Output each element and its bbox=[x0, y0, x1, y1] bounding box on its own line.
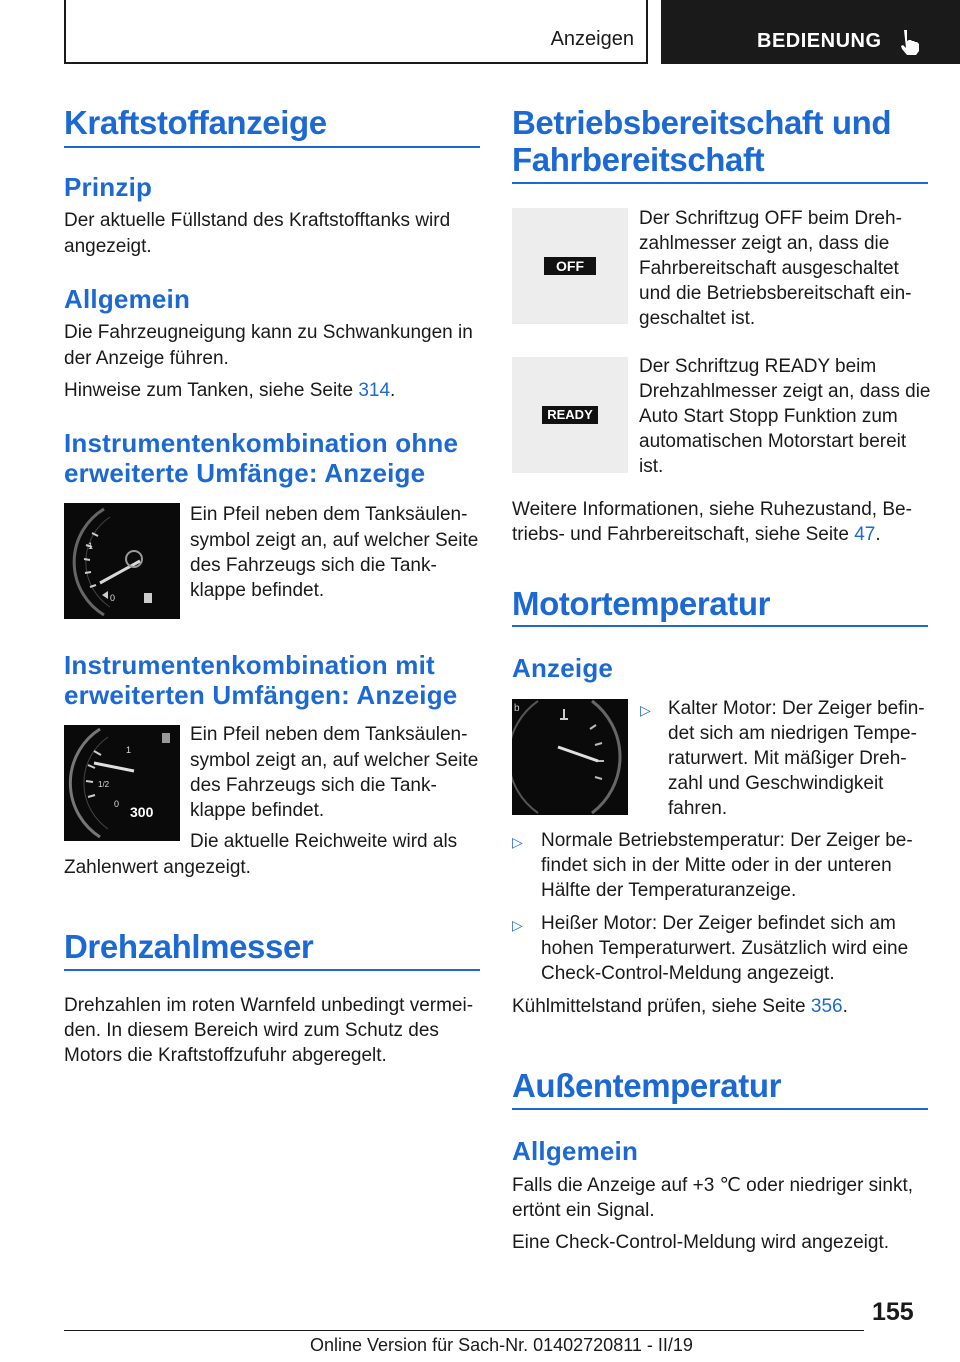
bullet-triangle: ▷ bbox=[640, 702, 651, 718]
ik-ohne-text-line: Ein Pfeil neben dem Tanksäulen- bbox=[190, 504, 468, 525]
hinweis-text bbox=[64, 378, 395, 403]
ik-mit-heading-line: Instrumentenkombination mit bbox=[64, 650, 435, 680]
ready-text-line: Auto Start Stopp Funktion zum bbox=[639, 406, 898, 427]
reichweite-text-line: Die aktuelle Reichweite wird als bbox=[190, 831, 458, 852]
heading-rule bbox=[512, 625, 928, 627]
ik-ohne-text-line: klappe befindet. bbox=[190, 580, 325, 601]
allgemein-text-line: der Anzeige führen. bbox=[64, 348, 229, 369]
outside-text-line: ertönt ein Signal. bbox=[512, 1200, 655, 1221]
bullet-triangle: ▷ bbox=[512, 917, 523, 933]
rpm-text-line: den. In diesem Bereich wird zum Schutz des bbox=[64, 1020, 439, 1041]
off-text-line: Der Schriftzug OFF beim Dreh- bbox=[639, 208, 902, 229]
rpm-text-line: Motors die Kraftstoffzufuhr abgeregelt. bbox=[64, 1045, 387, 1066]
allgemein-text-line: Die Fahrzeugneigung kann zu Schwankungen in bbox=[64, 322, 473, 343]
outside-text-line: Eine Check-Control-Meldung wird angezeigt. bbox=[512, 1232, 890, 1253]
off-text-line: zahlmesser zeigt an, dass die bbox=[639, 233, 890, 254]
bullet-normal-line: Normale Betriebstemperatur: Der Zeiger be- bbox=[541, 830, 913, 851]
rpm-heading: Drehzahlmesser bbox=[64, 928, 314, 965]
ready-indicator-image bbox=[512, 357, 628, 473]
heading-rule bbox=[64, 146, 480, 148]
ik-ohne-text-line: symbol zeigt an, auf welcher Seite bbox=[190, 530, 479, 551]
ready-text-line: Der Schriftzug READY beim bbox=[639, 356, 877, 377]
heading-rule bbox=[512, 182, 928, 184]
off-indicator-image bbox=[512, 208, 628, 324]
bullet-cold-line: det sich am niedrigen Tempe- bbox=[668, 723, 917, 744]
off-text-line: geschaltet ist. bbox=[639, 308, 756, 329]
prinzip-heading: Prinzip bbox=[64, 172, 153, 202]
heading-rule bbox=[512, 1108, 928, 1110]
bullet-cold-line: fahren. bbox=[668, 798, 728, 819]
fuel-gauge-heading: Kraftstoffanzeige bbox=[64, 104, 327, 141]
outside-temp-heading: Außentemperatur bbox=[512, 1067, 782, 1104]
page-number: 155 bbox=[872, 1298, 914, 1326]
off-label: OFF bbox=[544, 257, 596, 275]
reichweite-text-line: Zahlenwert angezeigt. bbox=[64, 857, 251, 878]
more-info-text-line bbox=[512, 522, 881, 547]
ik-ohne-heading-line: erweiterte Umfänge: Anzeige bbox=[64, 458, 426, 488]
fuel-gauge-basic-image bbox=[64, 503, 180, 619]
pointing-hand-icon bbox=[897, 28, 921, 56]
gauge-label-b: b bbox=[514, 703, 520, 714]
period: . bbox=[842, 996, 848, 1017]
outside-text-line: Falls die Anzeige auf +3 ℃ oder niedriger sinkt, bbox=[512, 1175, 914, 1196]
bullet-hot-line: Heißer Motor: Der Zeiger befindet sich am bbox=[541, 913, 896, 934]
page-47-link[interactable]: 47 bbox=[854, 524, 876, 545]
fuel-gauge-extended-image bbox=[64, 725, 180, 841]
footer-online-version: Online Version für Sach-Nr. 01402720811 - II/19 bbox=[310, 1335, 693, 1355]
ik-mit-text-line: des Fahrzeugs sich die Tank- bbox=[190, 775, 437, 796]
page-356-link[interactable]: 356 bbox=[810, 996, 843, 1017]
ik-ohne-heading-line: Instrumentenkombination ohne bbox=[64, 428, 459, 458]
bullet-normal-line: Hälfte der Temperaturanzeige. bbox=[541, 880, 797, 901]
bullet-hot-line: Check-Control-Meldung angezeigt. bbox=[541, 963, 835, 984]
ik-ohne-text-line: des Fahrzeugs sich die Tank- bbox=[190, 555, 437, 576]
anzeige-heading: Anzeige bbox=[512, 653, 614, 683]
ik-mit-heading-line: erweiterten Umfängen: Anzeige bbox=[64, 680, 458, 710]
footer-rule bbox=[64, 1330, 864, 1331]
prinzip-text-line: angezeigt. bbox=[64, 236, 152, 257]
bullet-cold-line: Kalter Motor: Der Zeiger befin- bbox=[668, 698, 925, 719]
bullet-normal-line: findet sich in der Mitte oder in der unteren bbox=[541, 855, 892, 876]
gauge-label-1: 1 bbox=[88, 541, 94, 551]
off-text-line: Fahrbereitschaft ausgeschaltet bbox=[639, 258, 899, 279]
header-section-box bbox=[64, 0, 648, 64]
prinzip-text-line: Der aktuelle Füllstand des Kraftstofftanks wird bbox=[64, 210, 451, 231]
readiness-heading-line: Fahrbereitschaft bbox=[512, 141, 765, 178]
off-text-line: und die Betriebsbereitschaft ein- bbox=[639, 283, 912, 304]
bullet-cold-line: raturwert. Mit mäßiger Dreh- bbox=[668, 748, 907, 769]
ready-text-line: Drehzahlmesser zeigt an, dass die bbox=[639, 381, 931, 402]
ready-text-line: automatischen Motorstart bereit bbox=[639, 431, 907, 452]
header-chapter-title: BEDIENUNG bbox=[757, 30, 882, 52]
page-314-link[interactable]: 314 bbox=[358, 380, 391, 401]
bullet-hot-line: hohen Temperaturwert. Zusätzlich wird eine bbox=[541, 938, 909, 959]
header-section-title: Anzeigen bbox=[550, 28, 634, 50]
temperature-gauge-image bbox=[512, 699, 628, 815]
gauge-label-half: 1/2 bbox=[98, 780, 110, 789]
outside-allgemein-heading: Allgemein bbox=[512, 1136, 639, 1166]
gauge-label-1: 1 bbox=[126, 745, 132, 755]
period: . bbox=[390, 380, 396, 401]
rpm-text-line: Drehzahlen im roten Warnfeld unbedingt vermei- bbox=[64, 995, 474, 1016]
header-chapter-box bbox=[661, 0, 960, 64]
bullet-triangle: ▷ bbox=[512, 834, 523, 850]
ik-mit-text-line: klappe befindet. bbox=[190, 800, 325, 821]
motor-temp-heading: Motortemperatur bbox=[512, 585, 771, 622]
allgemein-heading: Allgemein bbox=[64, 284, 191, 314]
bullet-cold-line: zahl und Geschwindigkeit bbox=[668, 773, 884, 794]
more-info-label: triebs- und Fahrbereitschaft, siehe Seite bbox=[512, 524, 855, 545]
gauge-label-0: 0 bbox=[114, 799, 120, 809]
coolant-label: Kühlmittelstand prüfen, siehe Seite bbox=[512, 996, 811, 1017]
period: . bbox=[875, 524, 881, 545]
coolant-text bbox=[512, 994, 848, 1019]
readiness-heading-line: Betriebsbereitschaft und bbox=[512, 104, 892, 141]
heading-rule bbox=[64, 969, 480, 971]
ik-mit-text-line: Ein Pfeil neben dem Tanksäulen- bbox=[190, 724, 468, 745]
ready-text-line: ist. bbox=[639, 456, 664, 477]
ready-label: READY bbox=[542, 406, 598, 424]
hinweis-label: Hinweise zum Tanken, siehe Seite bbox=[64, 380, 359, 401]
ik-mit-text-line: symbol zeigt an, auf welcher Seite bbox=[190, 750, 479, 771]
range-value: 300 bbox=[130, 804, 154, 820]
more-info-text-line: Weitere Informationen, siehe Ruhezustand, Be- bbox=[512, 499, 912, 520]
gauge-label-0: 0 bbox=[110, 593, 116, 603]
